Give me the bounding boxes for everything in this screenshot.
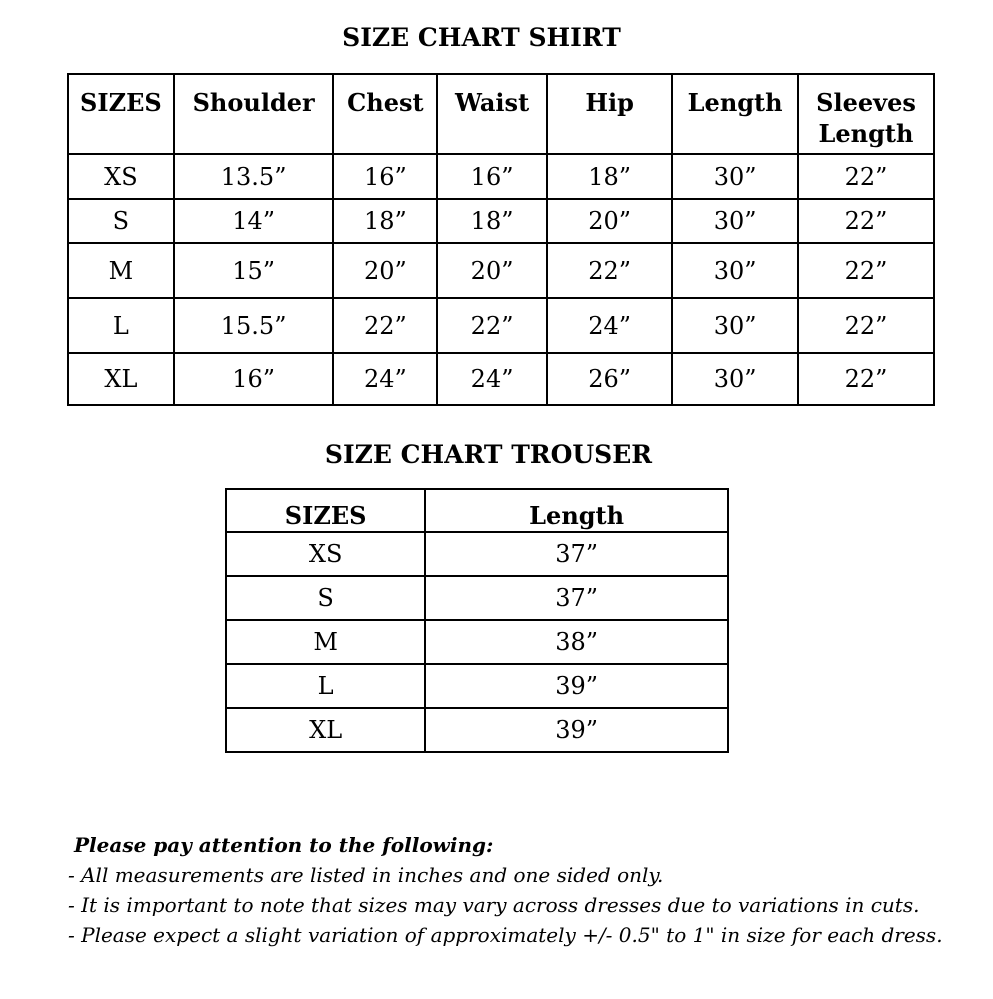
- cell-waist: 18”: [437, 199, 547, 243]
- cell-length: 30”: [672, 199, 798, 243]
- trouser-size-table: [225, 488, 729, 753]
- cell-chest: 24”: [333, 353, 437, 405]
- cell-length: 37”: [425, 532, 728, 576]
- cell-sleeves-length: 22”: [798, 353, 934, 405]
- shirt-size-chart-title: SIZE CHART SHIRT: [342, 23, 621, 52]
- cell-length: 38”: [425, 620, 728, 664]
- trouser-size-chart-title: SIZE CHART TROUSER: [324, 440, 653, 469]
- table-header-row: [226, 489, 728, 532]
- note-item: - It is important to note that sizes may vary across dresses due to variations in cuts.: [68, 893, 920, 917]
- header-length: Length: [672, 74, 798, 154]
- cell-size: S: [68, 199, 174, 243]
- cell-sleeves-length: 22”: [798, 298, 934, 353]
- table-row: [68, 199, 934, 243]
- cell-shoulder: 16”: [174, 353, 334, 405]
- cell-hip: 18”: [547, 154, 672, 199]
- cell-length: 30”: [672, 154, 798, 199]
- notes-section: [68, 830, 968, 950]
- cell-shoulder: 15”: [174, 243, 334, 298]
- header-chest: Chest: [333, 74, 437, 154]
- table-row: [68, 243, 934, 298]
- table-header-row: [68, 74, 934, 154]
- table-row: [226, 576, 728, 620]
- cell-size: XS: [68, 154, 174, 199]
- cell-size: S: [226, 576, 425, 620]
- cell-chest: 18”: [333, 199, 437, 243]
- cell-length: 30”: [672, 353, 798, 405]
- table-row: [68, 353, 934, 405]
- header-hip: Hip: [547, 74, 672, 154]
- cell-chest: 16”: [333, 154, 437, 199]
- cell-size: XL: [68, 353, 174, 405]
- cell-chest: 20”: [333, 243, 437, 298]
- cell-waist: 24”: [437, 353, 547, 405]
- cell-hip: 22”: [547, 243, 672, 298]
- cell-sleeves-length: 22”: [798, 199, 934, 243]
- cell-waist: 16”: [437, 154, 547, 199]
- table-row: [226, 708, 728, 752]
- cell-length: 30”: [672, 298, 798, 353]
- cell-sleeves-length: 22”: [798, 154, 934, 199]
- table-row: [68, 154, 934, 199]
- cell-size: XL: [226, 708, 425, 752]
- table-row: [226, 620, 728, 664]
- table-row: [226, 664, 728, 708]
- table-row: [226, 532, 728, 576]
- cell-chest: 22”: [333, 298, 437, 353]
- cell-hip: 24”: [547, 298, 672, 353]
- cell-hip: 20”: [547, 199, 672, 243]
- cell-shoulder: 15.5”: [174, 298, 334, 353]
- cell-size: M: [68, 243, 174, 298]
- notes-heading: Please pay attention to the following:: [74, 833, 494, 857]
- header-sizes: SIZES: [68, 74, 174, 154]
- cell-size: L: [68, 298, 174, 353]
- cell-size: L: [226, 664, 425, 708]
- cell-shoulder: 13.5”: [174, 154, 334, 199]
- note-item: - All measurements are listed in inches and one sided only.: [68, 863, 664, 887]
- note-item: - Please expect a slight variation of approximately +/- 0.5" to 1" in size for each dress.: [68, 923, 943, 947]
- cell-waist: 20”: [437, 243, 547, 298]
- cell-waist: 22”: [437, 298, 547, 353]
- cell-shoulder: 14”: [174, 199, 334, 243]
- cell-length: 39”: [425, 708, 728, 752]
- cell-length: 30”: [672, 243, 798, 298]
- header-shoulder: Shoulder: [174, 74, 334, 154]
- cell-size: M: [226, 620, 425, 664]
- shirt-size-table: [67, 73, 935, 406]
- table-row: [68, 298, 934, 353]
- cell-length: 37”: [425, 576, 728, 620]
- header-sizes: SIZES: [226, 489, 425, 532]
- cell-hip: 26”: [547, 353, 672, 405]
- header-sleeves-length: Sleeves Length: [798, 74, 934, 154]
- header-length: Length: [425, 489, 728, 532]
- cell-sleeves-length: 22”: [798, 243, 934, 298]
- cell-size: XS: [226, 532, 425, 576]
- header-waist: Waist: [437, 74, 547, 154]
- cell-length: 39”: [425, 664, 728, 708]
